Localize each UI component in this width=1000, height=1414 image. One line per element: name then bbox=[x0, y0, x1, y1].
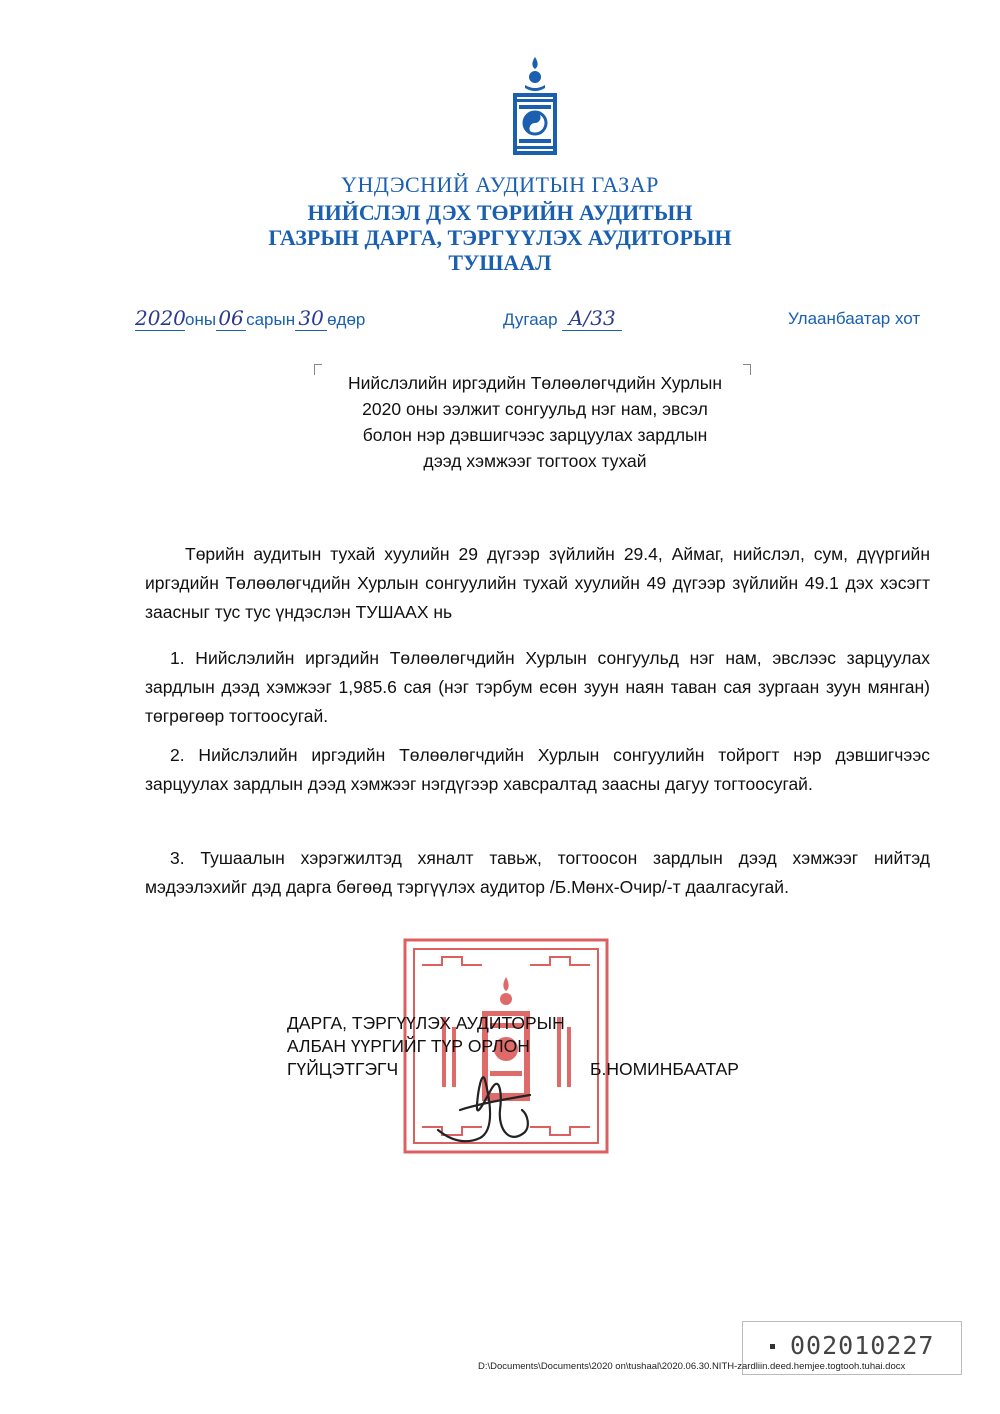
month-suffix: сарын bbox=[246, 310, 296, 329]
serial-mark bbox=[770, 1344, 775, 1349]
serial-number: 002010227 bbox=[790, 1331, 935, 1360]
order-item-2: 2. Нийслэлийн иргэдийн Төлөөлөгчдийн Хурлын сонгуулийн тойрогт нэр дэвшигчээс зарцуулах зардлын дээд хэмжээг нэгдүгээр хавсралтад заасны дагуу тогтоосугай. bbox=[145, 745, 930, 794]
day-suffix: өдөр bbox=[327, 310, 366, 329]
date-day: 30 bbox=[295, 306, 327, 331]
order-item-3: 3. Тушаалын хэрэгжилтэд хяналт тавьж, тогтоосон зардлын дээд хэмжээг нийтэд мэдээлэхийг дэд дарга бөгөөд тэргүүлэх аудитор /Б.Мөнх-Очир/-т даалгасугай. bbox=[145, 848, 930, 897]
document-title-line1: НИЙСЛЭЛ ДЭХ ТӨРИЙН АУДИТЫН bbox=[307, 200, 693, 225]
date-year: 2020 bbox=[135, 306, 186, 330]
signatory-title-line1: ДАРГА, ТЭРГҮҮЛЭХ АУДИТОРЫН bbox=[287, 1013, 565, 1033]
soyombo-emblem-icon bbox=[505, 55, 565, 160]
date-month: 06 bbox=[216, 306, 246, 331]
subject-line: болон нэр дэвшигчээс зарцуулах зардлын bbox=[362, 425, 708, 445]
document-subject bbox=[300, 370, 770, 474]
city-name: Улаанбаатар хот bbox=[788, 309, 921, 328]
subject-line: Нийслэлийн иргэдийн Төлөөлөгчдийн Хурлын bbox=[348, 373, 722, 393]
year-suffix: оны bbox=[185, 310, 217, 329]
date-field bbox=[135, 306, 365, 331]
document-title-line2: ГАЗРЫН ДАРГА, ТЭРГҮҮЛЭХ АУДИТОРЫН bbox=[268, 225, 732, 250]
signatory-title-line3: ГҮЙЦЭТГЭГЧ bbox=[287, 1059, 399, 1079]
document-number-field bbox=[503, 306, 622, 331]
order-item-1: 1. Нийслэлийн иргэдийн Төлөөлөгчдийн Хурлын сонгуульд нэг нам, эвслээс зарцуулах зардлын дээд хэмжээг 1,985.6 сая (нэг тэрбум есөн зуун наян таван сая зургаан зуун мянган) төгрөгөөр тогтоосугай. bbox=[145, 648, 930, 726]
handwritten-signature bbox=[430, 1060, 540, 1150]
subject-line: дээд хэмжээг тогтоох тухай bbox=[423, 451, 647, 471]
preamble-paragraph: Төрийн аудитын тухай хуулийн 29 дүгээр зүйлийн 29.4, Аймаг, нийслэл, сум, дүүргийн иргэдийн Төлөөлөгчдийн Хурлын сонгуулийн тухай хуулийн 49 дүгээр зүйлийн 49.1 дэх хэсэгт заасныг тус тус үндэслэн ТУШААХ нь bbox=[145, 544, 930, 622]
signatory-name: Б.НОМИНБААТАР bbox=[590, 1059, 739, 1079]
number-label: Дугаар bbox=[503, 310, 558, 329]
file-path: D:\Documents\Documents\2020 on\tushaal\2020.06.30.NITH-zardliin.deed.hemjee.togtooh.tuhai.docx bbox=[478, 1361, 906, 1372]
document-number: А/33 bbox=[562, 306, 622, 331]
organization-name: ҮНДЭСНИЙ АУДИТЫН ГАЗАР bbox=[341, 172, 659, 197]
document-type-title: ТУШААЛ bbox=[448, 250, 552, 275]
signatory-title-line2: АЛБАН ҮҮРГИЙГ ТҮР ОРЛОН bbox=[287, 1036, 530, 1056]
subject-line: 2020 оны ээлжит сонгуульд нэг нам, эвсэл bbox=[362, 399, 708, 419]
